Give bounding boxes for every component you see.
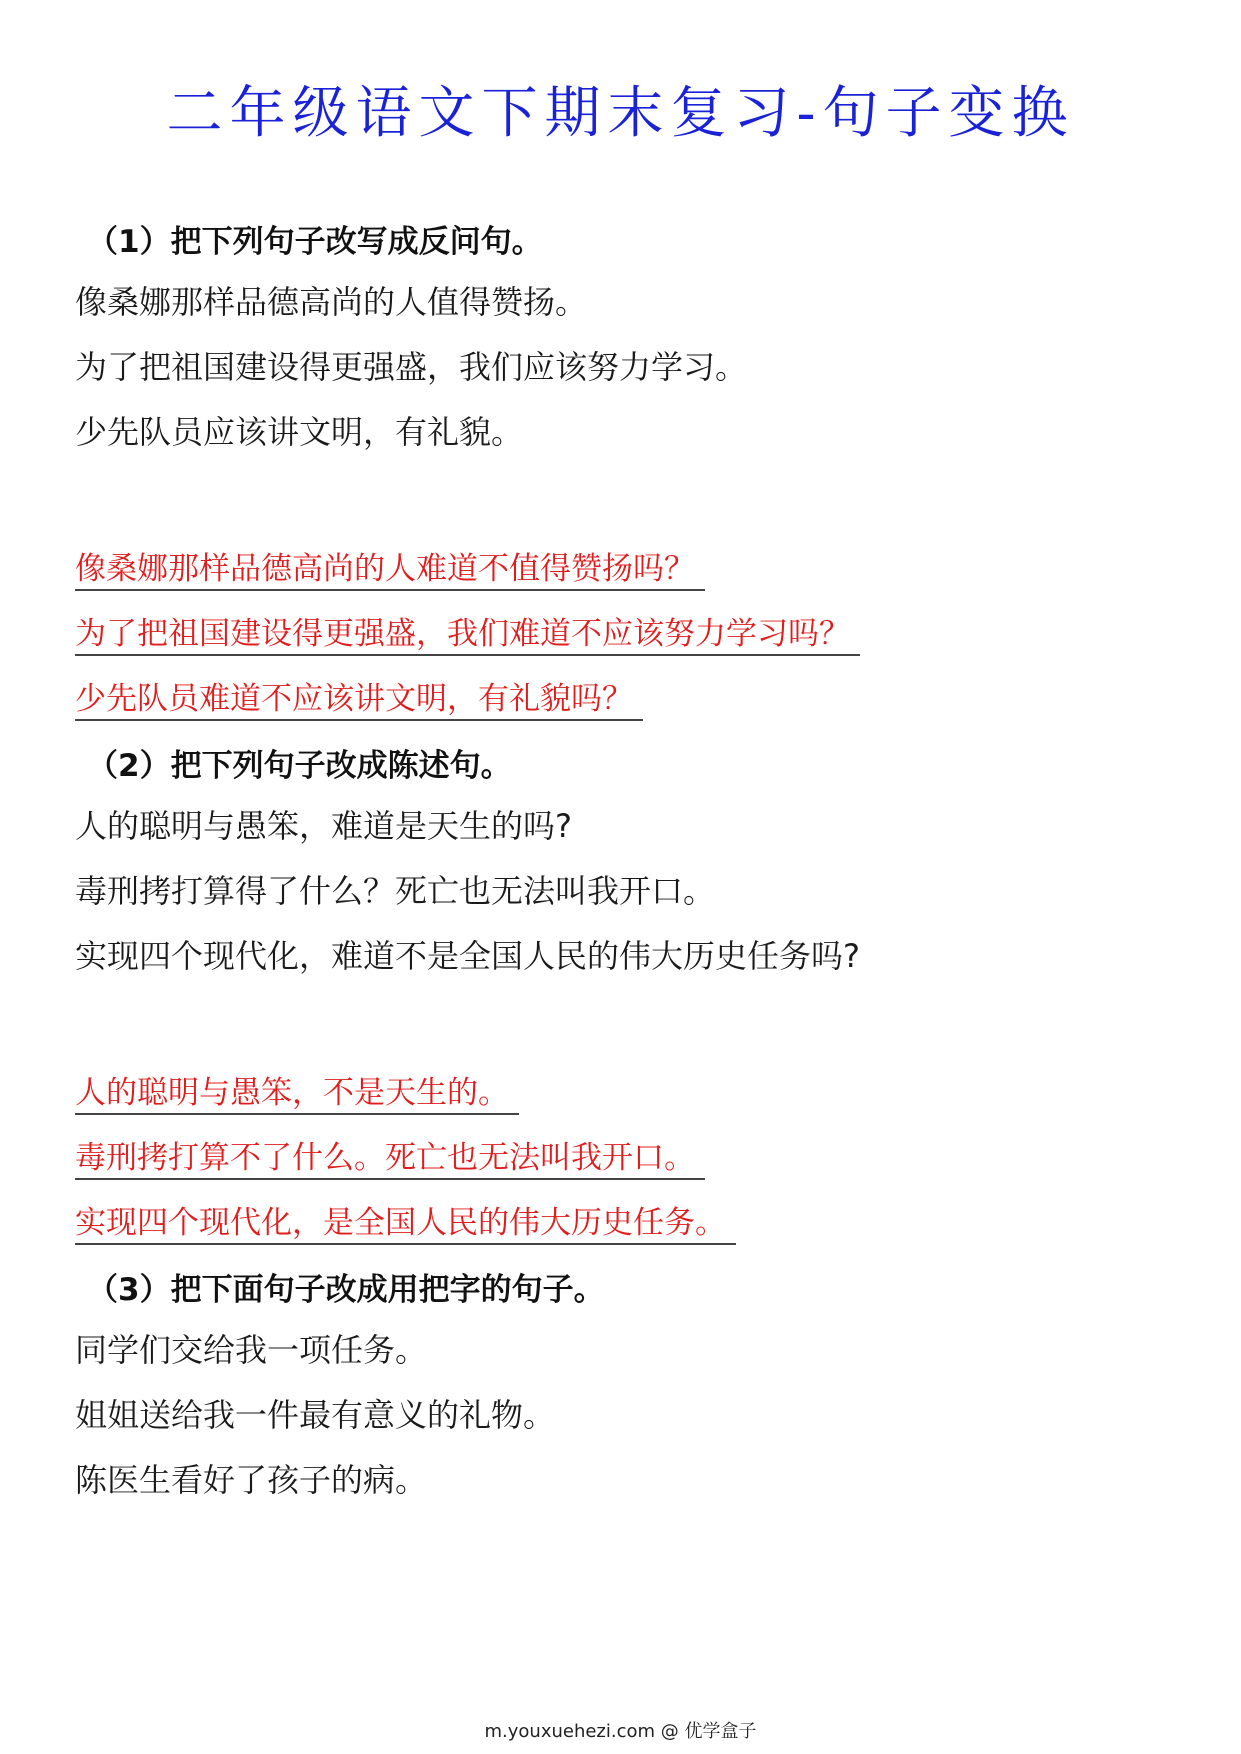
question-line: 人的聪明与愚笨，难道是天生的吗? — [75, 807, 572, 845]
question-line: 陈医生看好了孩子的病。 — [75, 1461, 428, 1499]
footer-watermark: m.youxuehezi.com @ 优学盒子 — [484, 1721, 757, 1742]
section-2 — [75, 746, 1175, 1245]
question-line: 毒刑拷打算得了什么？死亡也无法叫我开口。 — [75, 872, 716, 910]
section-1 — [75, 222, 1175, 721]
question-line: 同学们交给我一项任务。 — [75, 1331, 428, 1369]
question-line: 实现四个现代化，难道不是全国人民的伟大历史任务吗? — [75, 937, 860, 975]
section-heading: （3）把下面句子改成用把字的句子。 — [87, 1272, 605, 1308]
answer-line: 毒刑拷打算不了什么。死亡也无法叫我开口。 — [75, 1138, 705, 1180]
question-line: 少先队员应该讲文明，有礼貌。 — [75, 413, 524, 451]
section-heading: （1）把下列句子改写成反问句。 — [87, 224, 543, 260]
question-line: 像桑娜那样品德高尚的人值得赞扬。 — [75, 283, 588, 321]
question-line: 姐姐送给我一件最有意义的礼物。 — [75, 1396, 556, 1434]
answer-block — [75, 1073, 1175, 1245]
answer-line: 为了把祖国建设得更强盛，我们难道不应该努力学习吗？ — [75, 614, 860, 656]
answer-line: 像桑娜那样品德高尚的人难道不值得赞扬吗？ — [75, 549, 705, 591]
answer-line: 实现四个现代化，是全国人民的伟大历史任务。 — [75, 1203, 736, 1245]
section-3 — [75, 1270, 1175, 1500]
answer-line: 人的聪明与愚笨，不是天生的。 — [75, 1073, 519, 1115]
answer-line: 少先队员难道不应该讲文明，有礼貌吗？ — [75, 679, 643, 721]
page-title: 二年级语文下期末复习-句子变换 — [166, 81, 1075, 146]
answer-block — [75, 549, 1175, 721]
section-heading: （2）把下列句子改成陈述句。 — [87, 748, 512, 784]
question-line: 为了把祖国建设得更强盛，我们应该努力学习。 — [75, 348, 748, 386]
